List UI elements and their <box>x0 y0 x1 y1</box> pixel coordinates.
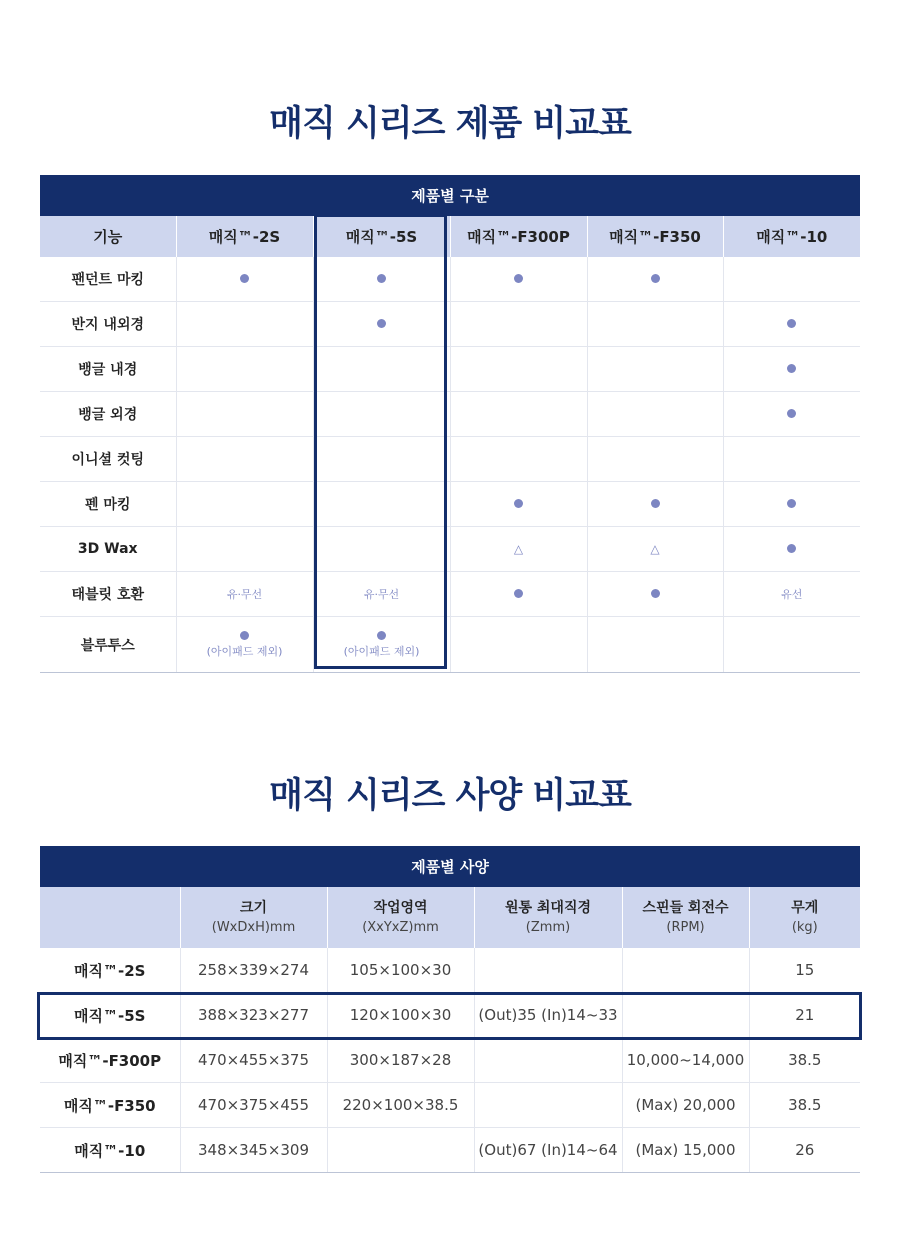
spec-model-label: 매직™-F300P <box>40 1038 180 1083</box>
feature-cell <box>450 617 587 673</box>
feature-cell <box>723 302 860 347</box>
feature-cell <box>587 617 723 673</box>
spec-cell: 38.5 <box>749 1038 860 1083</box>
bluetooth-note: (아이패드 제외) <box>206 644 283 658</box>
feature-cell <box>450 347 587 392</box>
spec-row <box>40 1038 860 1083</box>
spec-model-label: 매직™-F350 <box>40 1083 180 1128</box>
spec-model-label: 매직™-10 <box>40 1128 180 1173</box>
feature-cell <box>723 617 860 673</box>
spec-row <box>40 993 860 1038</box>
support-note: 유선 <box>781 588 803 601</box>
feature-cell <box>176 437 313 482</box>
spec-column-header <box>749 887 860 948</box>
spec-row <box>40 1083 860 1128</box>
partial-support-icon: △ <box>513 542 524 556</box>
supported-dot-icon <box>651 274 660 283</box>
spec-column-name: 크기 <box>239 899 268 916</box>
feature-cell <box>176 617 313 673</box>
feature-label: 태블릿 호환 <box>40 572 176 617</box>
model-header: 매직™-F350 <box>587 216 723 257</box>
spec-cell: 21 <box>749 993 860 1038</box>
spec-cell <box>622 948 749 993</box>
supported-dot-icon <box>787 319 796 328</box>
spec-comparison-title: 매직 시리즈 사양 비교표 <box>269 776 631 816</box>
supported-dot-icon <box>377 319 386 328</box>
feature-cell <box>313 302 450 347</box>
feature-row <box>40 302 860 347</box>
spec-cell: 470×375×455 <box>180 1083 327 1128</box>
feature-row <box>40 617 860 673</box>
feature-cell <box>587 482 723 527</box>
spec-column-unit: (kg) <box>791 919 818 935</box>
feature-row <box>40 347 860 392</box>
bluetooth-note: (아이패드 제외) <box>343 644 420 658</box>
spec-row <box>40 948 860 993</box>
support-note: 유·무선 <box>363 588 400 601</box>
feature-band-header: 제품별 구분 <box>40 175 860 216</box>
spec-cell: 10,000~14,000 <box>622 1038 749 1083</box>
feature-cell <box>176 302 313 347</box>
partial-support-icon: △ <box>650 542 660 556</box>
supported-dot-icon <box>240 631 249 640</box>
spec-column-header <box>40 887 180 948</box>
supported-dot-icon <box>240 274 249 283</box>
model-header: 매직™-10 <box>723 216 860 257</box>
spec-cell <box>474 1038 622 1083</box>
spec-cell <box>474 948 622 993</box>
feature-cell <box>723 572 860 617</box>
spec-column-header <box>474 887 622 948</box>
spec-model-label: 매직™-5S <box>40 993 180 1038</box>
spec-row <box>40 1128 860 1173</box>
feature-label: 펜 마킹 <box>40 482 176 527</box>
feature-label: 이니셜 컷팅 <box>40 437 176 482</box>
spec-band-header: 제품별 사양 <box>40 846 860 887</box>
spec-cell: 470×455×375 <box>180 1038 327 1083</box>
feature-cell <box>176 392 313 437</box>
feature-label: 뱅글 외경 <box>40 392 176 437</box>
feature-row <box>40 257 860 302</box>
feature-column-headers <box>40 216 860 257</box>
spec-column-name: 무게 <box>791 899 819 916</box>
feature-cell <box>313 527 450 572</box>
spec-cell: 26 <box>749 1128 860 1173</box>
feature-cell <box>723 437 860 482</box>
supported-dot-icon <box>651 589 660 598</box>
spec-column-unit: (RPM) <box>666 919 705 935</box>
spec-column-name: 작업영역 <box>373 899 428 916</box>
supported-dot-icon <box>787 409 796 418</box>
feature-cell <box>587 392 723 437</box>
spec-cell <box>622 993 749 1038</box>
feature-cell <box>450 302 587 347</box>
spec-cell: (Out)35 (In)14~33 <box>474 993 622 1038</box>
feature-cell <box>587 302 723 347</box>
feature-cell <box>723 482 860 527</box>
feature-cell <box>313 437 450 482</box>
feature-cell <box>176 527 313 572</box>
spec-cell: 105×100×30 <box>327 948 474 993</box>
spec-cell: 258×339×274 <box>180 948 327 993</box>
spec-model-label: 매직™-2S <box>40 948 180 993</box>
feature-cell <box>587 527 723 572</box>
feature-cell <box>450 437 587 482</box>
spec-column-headers <box>40 887 860 948</box>
spec-column-name: 원통 최대직경 <box>504 899 592 916</box>
feature-label: 반지 내외경 <box>40 302 176 347</box>
feature-cell <box>587 347 723 392</box>
supported-dot-icon <box>787 364 796 373</box>
feature-cell <box>587 572 723 617</box>
feature-cell <box>450 257 587 302</box>
feature-row <box>40 527 860 572</box>
supported-dot-icon <box>514 499 523 508</box>
feature-row <box>40 482 860 527</box>
feature-cell <box>176 257 313 302</box>
feature-row <box>40 437 860 482</box>
feature-cell <box>450 572 587 617</box>
feature-comparison-table <box>40 175 860 673</box>
spec-column-unit: (WxDxH)mm <box>211 919 296 935</box>
spec-cell: (Out)67 (In)14~64 <box>474 1128 622 1173</box>
feature-cell <box>723 392 860 437</box>
spec-cell: 220×100×38.5 <box>327 1083 474 1128</box>
spec-cell: (Max) 20,000 <box>622 1083 749 1128</box>
spec-column-name: 스핀들 회전수 <box>642 899 729 916</box>
feature-cell <box>176 572 313 617</box>
model-header: 매직™-5S <box>313 216 450 257</box>
feature-cell <box>723 257 860 302</box>
spec-column-header <box>622 887 749 948</box>
spec-cell: (Max) 15,000 <box>622 1128 749 1173</box>
spec-cell <box>327 1128 474 1173</box>
feature-corner-header: 기능 <box>40 216 176 257</box>
feature-cell <box>450 527 587 572</box>
feature-comparison-title: 매직 시리즈 제품 비교표 <box>269 104 631 144</box>
spec-cell: 120×100×30 <box>327 993 474 1038</box>
feature-row <box>40 572 860 617</box>
feature-cell <box>313 617 450 673</box>
supported-dot-icon <box>787 499 796 508</box>
spec-cell: 38.5 <box>749 1083 860 1128</box>
spec-cell: 388×323×277 <box>180 993 327 1038</box>
spec-cell: 15 <box>749 948 860 993</box>
feature-cell <box>313 572 450 617</box>
feature-cell <box>723 347 860 392</box>
feature-cell <box>313 392 450 437</box>
feature-label: 팬던트 마킹 <box>40 257 176 302</box>
spec-column-header <box>327 887 474 948</box>
feature-cell <box>450 392 587 437</box>
supported-dot-icon <box>377 274 386 283</box>
feature-cell <box>723 527 860 572</box>
feature-label: 3D Wax <box>40 527 176 572</box>
supported-dot-icon <box>651 499 660 508</box>
feature-cell <box>176 482 313 527</box>
spec-cell: 348×345×309 <box>180 1128 327 1173</box>
feature-row <box>40 392 860 437</box>
spec-column-unit: (Zmm) <box>525 919 571 935</box>
supported-dot-icon <box>787 544 796 553</box>
feature-cell <box>450 482 587 527</box>
feature-label: 블루투스 <box>40 617 176 673</box>
spec-comparison-table <box>40 846 860 1173</box>
spec-column-header <box>180 887 327 948</box>
spec-column-unit: (XxYxZ)mm <box>362 919 439 935</box>
spec-cell <box>474 1083 622 1128</box>
model-header: 매직™-F300P <box>450 216 587 257</box>
spec-cell: 300×187×28 <box>327 1038 474 1083</box>
model-header: 매직™-2S <box>176 216 313 257</box>
supported-dot-icon <box>514 274 523 283</box>
feature-cell <box>587 257 723 302</box>
feature-cell <box>176 347 313 392</box>
feature-cell <box>587 437 723 482</box>
supported-dot-icon <box>377 631 386 640</box>
feature-cell <box>313 347 450 392</box>
support-note: 유·무선 <box>226 588 263 601</box>
supported-dot-icon <box>514 589 523 598</box>
feature-cell <box>313 482 450 527</box>
feature-label: 뱅글 내경 <box>40 347 176 392</box>
feature-cell <box>313 257 450 302</box>
